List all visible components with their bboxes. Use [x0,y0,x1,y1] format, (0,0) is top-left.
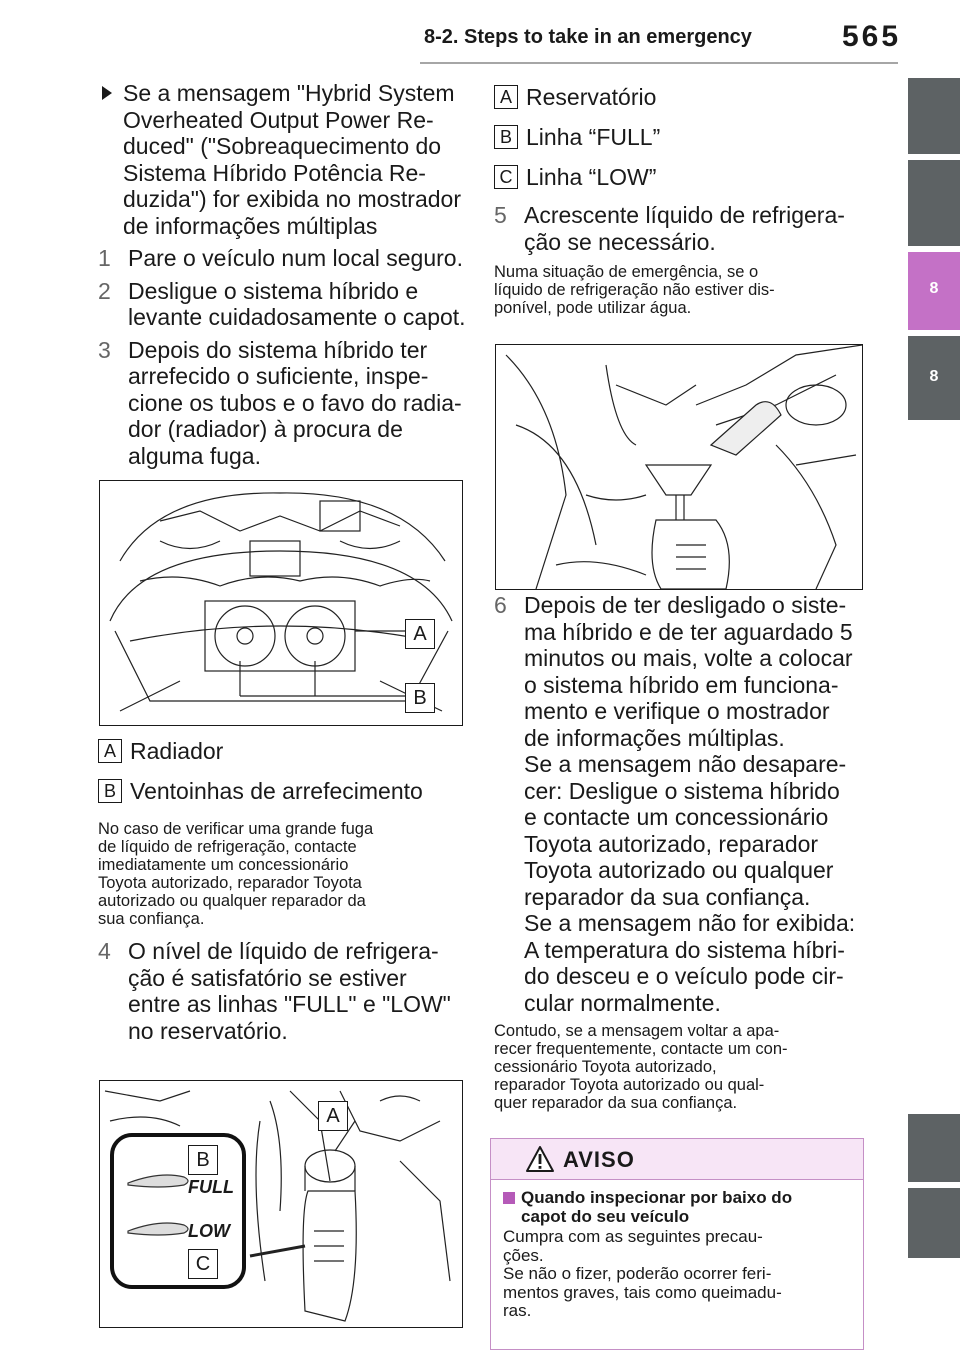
full-marking: FULL [188,1177,234,1197]
note-line: recer frequentemente, contacte um con- [494,1040,788,1058]
step-line: Depois do sistema híbrido ter [128,336,428,363]
side-tab-blank-2[interactable] [908,160,960,246]
step-number: 3 [98,336,111,363]
overheat-message-heading [98,80,470,239]
note-line: ponível, pode utilizar água. [494,299,692,317]
step-number: 1 [98,245,111,271]
low-marking: LOW [188,1221,230,1241]
left-column-top [98,80,470,469]
step-number: 5 [494,202,507,228]
step-number: 2 [98,277,111,304]
side-tab-label: 8 [929,368,939,385]
leak-note [98,820,470,928]
note-line: cessionário Toyota autorizado, [494,1058,717,1076]
note-line: No caso de verificar uma grande fuga [98,820,374,838]
warning-text-line: mentos graves, tais como queimadu- [503,1282,782,1302]
warning-box [490,1138,864,1350]
warning-title: AVISO [563,1147,635,1172]
side-tab-blank-1[interactable] [908,78,960,154]
step-line: mento e verifique o mostrador [524,698,830,724]
engine-bay-illustration [99,480,463,726]
heading-line: duced" ("Sobreaquecimento do [123,133,442,159]
step-line: Se a mensagem não desapare- [524,751,847,777]
step-number: 6 [494,592,507,618]
warning-body [491,1180,863,1321]
side-tab-chapter-8[interactable] [908,336,960,420]
step-5 [494,202,866,255]
step-1 [98,245,470,272]
warning-header [491,1139,863,1180]
heading-line: Overheated Output Power Re- [123,106,434,133]
note-line: sua confiança. [98,910,205,928]
section-title: 8-2. Steps to take in an emergency [424,26,752,48]
water-note [494,263,866,317]
step-line: cione os tubos e o favo do radia- [128,389,462,416]
step-3 [98,337,470,470]
step-6 [494,592,866,1016]
step-4 [98,938,470,1044]
legend-item-radiator [98,738,470,764]
note-line: Toyota autorizado, reparador Toyota [98,874,362,892]
left-column-middle [98,724,470,1044]
warning-subtitle [503,1188,853,1226]
step-line: no reservatório. [128,1017,288,1044]
warning-text-line: Se não o fizer, poderão ocorrer feri- [503,1264,772,1283]
legend-text: Reservatório [526,84,657,110]
header-divider [420,62,898,64]
legend-letter: B [98,779,122,803]
legend-letter: A [494,85,518,109]
legend-text: Ventoinhas de arrefecimento [130,778,423,804]
heading-line: duzida") for exibida no mostrador [123,186,462,212]
step-line: e contacte um concessionário [524,804,829,830]
step-line: A temperatura do sistema híbri- [524,936,845,963]
warning-text [503,1228,853,1321]
step-line: o sistema híbrido em funciona- [524,671,839,698]
callout-a-radiator: A [405,619,435,649]
step-2 [98,278,470,331]
note-line: de líquido de refrigeração, contacte [98,838,357,856]
legend-item-full-line [494,124,866,150]
heading-line: Se a mensagem "Hybrid System [123,80,455,106]
note-line: líquido de refrigeração não estiver dis- [494,281,775,299]
step-line: de informações múltiplas. [524,724,785,751]
legend-item-fans [98,778,470,804]
side-tab-label: 8 [929,280,939,297]
step-line: Pare o veículo num local seguro. [128,245,463,271]
note-line: Numa situação de emergência, se o [494,263,759,281]
step-line: minutos ou mais, volte a colocar [524,645,853,671]
reservoir-drawing [100,1081,462,1327]
legend-text: Linha “FULL” [526,124,661,150]
warning-triangle-icon [525,1145,555,1173]
step-line: Depois de ter desligado o siste- [524,592,847,618]
page-number: 565 [842,20,902,53]
step-line: do desceu e o veículo pode cir- [524,963,844,989]
step-line: ção é satisfatório se estiver [128,964,407,991]
callout-b-fans: B [405,683,435,713]
step-line: arrefecido o suficiente, inspe- [128,363,429,389]
step-line: entre as linhas "FULL" e "LOW" [128,991,451,1017]
legend-letter: C [494,165,518,189]
step-line: ma híbrido e de ter aguardado 5 [524,618,853,645]
legend-text: Linha “LOW” [526,164,657,190]
side-tab-chapter-8-active[interactable] [908,252,960,330]
step-line: reparador da sua confiança. [524,883,811,910]
note-line: imediatamente um concessionário [98,856,349,874]
note-line: reparador Toyota autorizado ou qual- [494,1076,765,1094]
legend-item-low-line [494,164,866,190]
step-line: cular normalmente. [524,989,721,1016]
step-line: O nível de líquido de refrigera- [128,938,439,964]
note-line: autorizado ou qualquer reparador da [98,892,366,910]
side-tab-blank-3[interactable] [908,1114,960,1182]
step-line: Se a mensagem não for exibida: [524,910,856,936]
callout-c-low-line: C [188,1249,218,1279]
warning-text-line: ções. [503,1245,544,1265]
step-line: ção se necessário. [524,228,716,255]
heading-line: de informações múltiplas [123,212,378,239]
step-line: Toyota autorizado ou qualquer [524,857,834,883]
heading-line: Sistema Híbrido Potência Re- [123,159,426,186]
legend-text: Radiador [130,738,224,764]
warning-subtitle-line: capot do seu veículo [521,1207,690,1226]
step-line: Desligue o sistema híbrido e [128,277,419,304]
step-number: 4 [98,938,111,964]
step-line: alguma fuga. [128,442,261,469]
square-bullet-icon [503,1192,515,1204]
right-column-top [494,72,866,317]
recurring-message-note [494,1022,866,1112]
step-line: dor (radiador) à procura de [128,416,403,442]
callout-b-full-line: B [188,1145,218,1175]
right-column-bottom [494,592,866,1112]
side-tab-blank-4[interactable] [908,1188,960,1258]
note-line: quer reparador da sua confiança. [494,1094,738,1112]
step-line: levante cuidadosamente o capot. [128,304,466,330]
step-line: cer: Desligue o sistema híbrido [524,777,840,804]
step-line: Toyota autorizado, reparador [524,830,819,857]
refill-drawing [496,345,862,589]
refill-coolant-illustration [495,344,863,590]
coolant-reservoir-illustration [99,1080,463,1328]
callout-a-reservoir: A [318,1101,348,1131]
triangle-bullet-icon [102,86,112,100]
note-line: Contudo, se a mensagem voltar a apa- [494,1022,780,1040]
legend-letter: B [494,125,518,149]
step-line: Acrescente líquido de refrigera- [524,202,845,228]
legend-item-reservoir [494,84,866,110]
warning-text-line: Cumpra com as seguintes precau- [503,1227,763,1246]
warning-text-line: ras. [503,1301,532,1320]
warning-subtitle-line: Quando inspecionar por baixo do [521,1188,793,1207]
legend-letter: A [98,739,122,763]
